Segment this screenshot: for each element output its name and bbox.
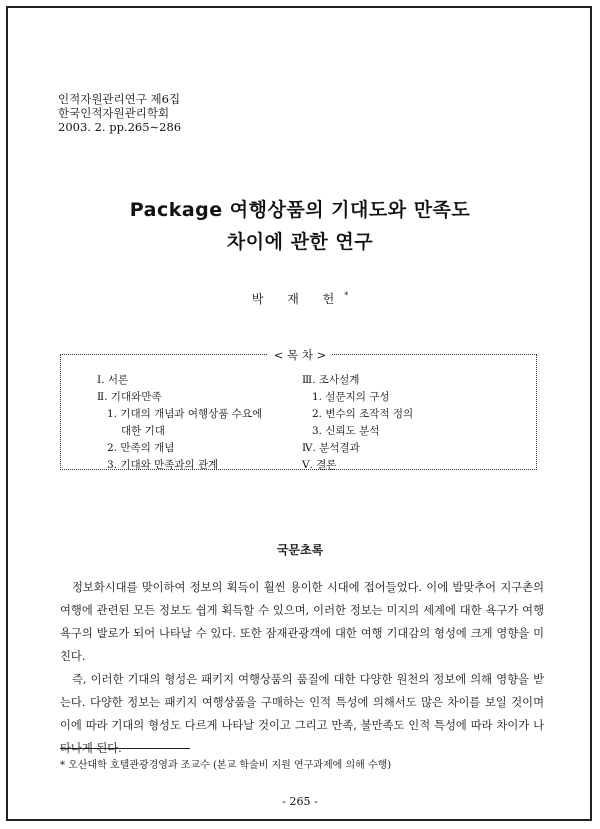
toc-item: 2. 만족의 개념	[107, 442, 175, 454]
journal-name: 인적자원관리연구 제6집	[58, 92, 181, 106]
toc-item: 1. 설문지의 구성	[312, 391, 390, 403]
toc-left-column	[97, 372, 262, 474]
society-name: 한국인적자원관리학회	[58, 106, 170, 120]
abstract-paragraph: 즉, 이러한 기대의 형성은 패키지 여행상품의 품질에 대한 다양한 원천의 정보에 의해 영향을 받는다. 다양한 정보는 패키지 여행상품을 구매하는 인적 특성에 의해서도 많은 차이를 보일 것이며 이에 따라 기대의 형성도 다르게 나타날 것이고 그리고 만족, 불만족도 인적 특성에 따라 차이가 나타나게 된다.	[60, 673, 544, 755]
abstract-paragraph: 정보화시대를 맞이하여 정보의 획득이 훨씬 용이한 시대에 접어들었다. 이에 발맞추어 지구촌의 여행에 관련된 모든 정보도 쉽게 획득할 수 있으며, 이러한 정보는 미지의 세계에 대한 욕구가 여행욕구의 발로가 되어 나타날 수 있다. 또한 잠재관광객에 대한 여행 기대감의 형성에 크게 영향을 미친다.	[60, 581, 544, 663]
toc-item: Ⅳ. 분석결과	[302, 442, 360, 454]
footnote: * 오산대학 호텔관광경영과 조교수 (본교 학술비 지원 연구과제에 의해 수행)	[60, 760, 392, 771]
paper-title-line2: 차이에 관한 연구	[226, 231, 374, 253]
author-name: 박 재 헌	[251, 292, 345, 306]
citation: 2003. 2. pp.265∼286	[58, 120, 182, 134]
toc-item: 3. 신뢰도 분석	[312, 425, 380, 437]
toc-item: 2. 변수의 조작적 정의	[312, 408, 414, 420]
paper-title-line1: Package 여행상품의 기대도와 만족도	[129, 199, 471, 221]
toc-item: Ⅱ. 기대와만족	[97, 391, 162, 403]
toc-item: 1. 기대의 개념과 여행상품 수요에	[107, 408, 263, 420]
page-number: - 265 -	[282, 795, 318, 808]
toc-right-column	[302, 372, 413, 474]
toc-item: Ⅲ. 조사설계	[302, 374, 360, 386]
journal-header	[58, 92, 181, 134]
author	[0, 290, 600, 307]
abstract-body	[60, 576, 544, 760]
abstract-heading: 국문초록	[276, 543, 324, 557]
toc-item: 대한 기대	[121, 425, 165, 437]
toc-item: Ⅰ. 서론	[97, 374, 129, 386]
toc-item: 3. 기대와 만족과의 관계	[107, 459, 219, 471]
toc-item: Ⅴ. 결론	[302, 459, 337, 471]
toc-heading: < 목 차 >	[0, 347, 600, 363]
footnote-divider	[60, 748, 190, 749]
author-footnote-mark: *	[344, 291, 349, 300]
